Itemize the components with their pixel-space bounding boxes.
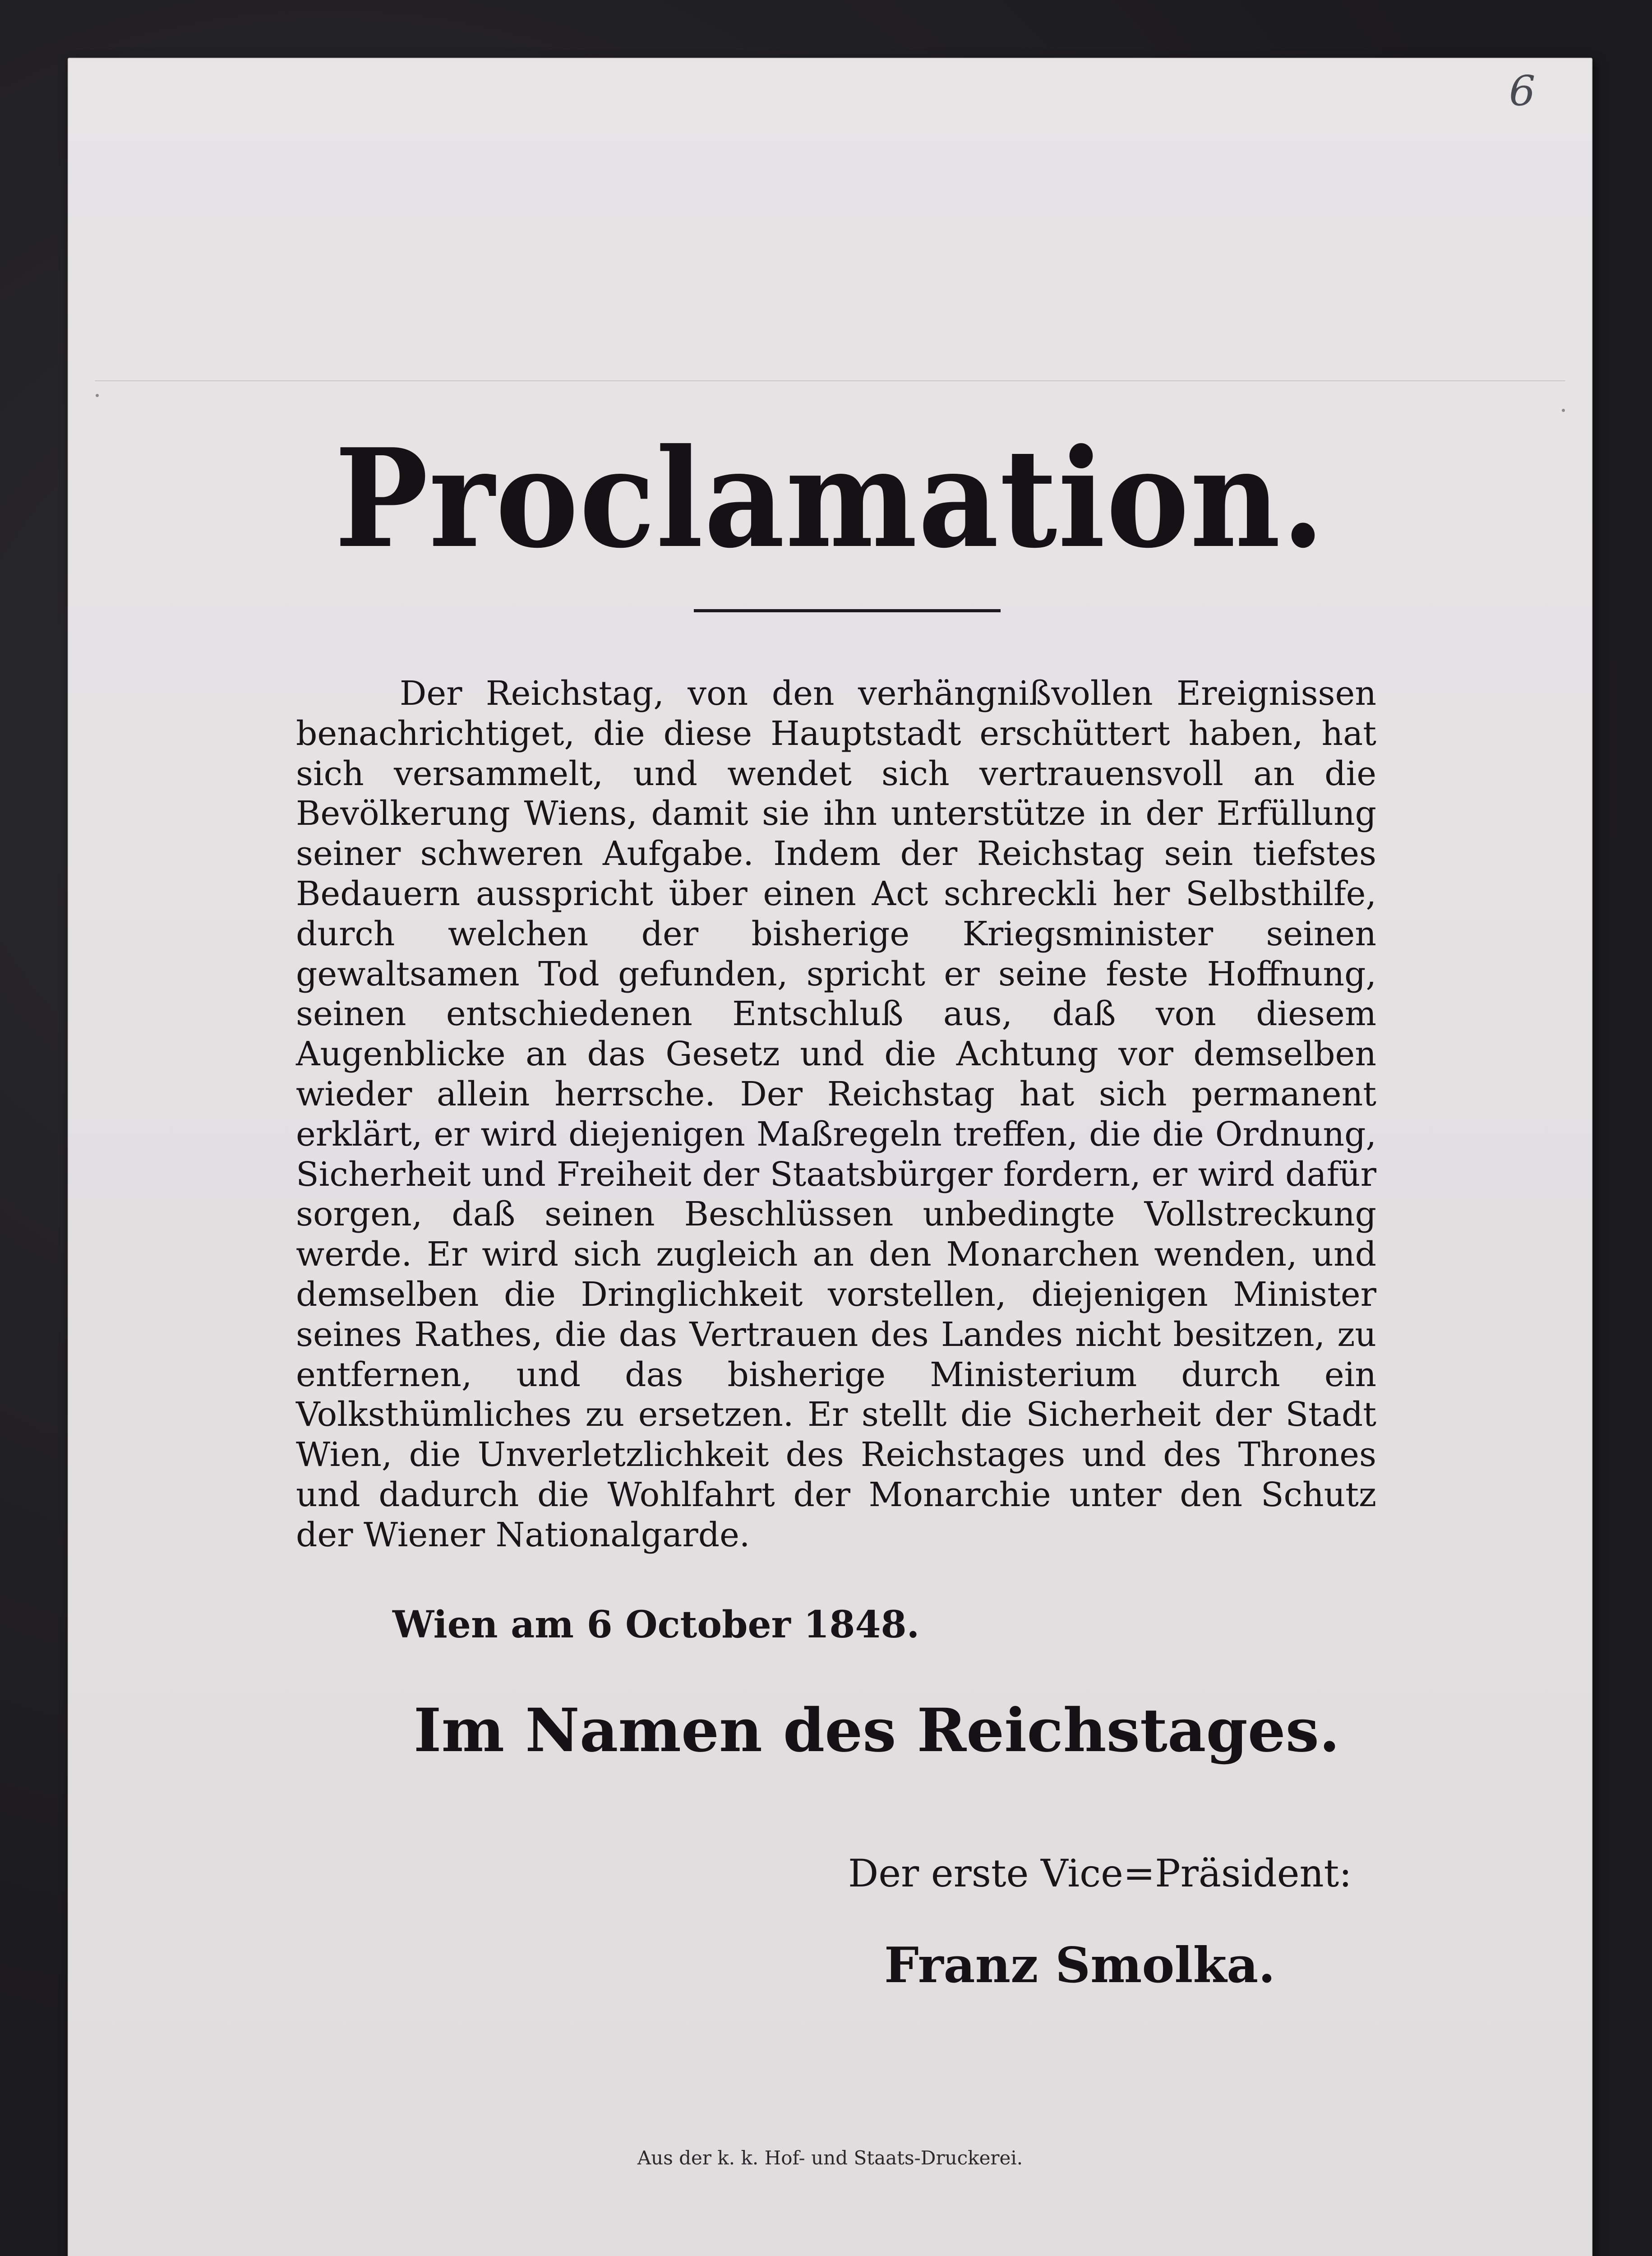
title-divider xyxy=(694,609,1001,612)
paper-fold-line xyxy=(95,380,1565,381)
on-behalf-of-line: Im Namen des Reichstages. xyxy=(413,1696,1340,1766)
archive-folio-number: 6 xyxy=(1509,67,1536,115)
proclamation-sheet xyxy=(68,58,1592,2256)
pin-hole-right xyxy=(1562,409,1565,412)
pin-hole-left xyxy=(96,394,99,397)
signatory-name: Franz Smolka. xyxy=(884,1937,1275,1994)
date-line: Wien am 6 October 1848. xyxy=(392,1603,920,1646)
proclamation-title: Proclamation. xyxy=(334,419,1326,578)
signatory-title: Der erste Vice=Präsident: xyxy=(848,1851,1352,1895)
proclamation-body-text: Der Reichstag, von den verhängnißvollen Ereignissen benachrichtiget, die diese Hauptstadt erschüttert haben, hat sich versammelt, und wendet sich vertrauensvoll an die Bevölkerung Wiens, damit sie ihn unterstütze in der Erfüllung seiner schweren Aufgabe. Indem der Reichstag sein tiefstes Bedauern ausspricht über einen Act schreckli her Selbsthilfe, durch welchen der bisherige Kriegsminister seinen gewaltsamen Tod gefunden, spricht er seine feste Hoffnung, seinen entschiedenen Entschluß aus, daß von diesem Augenblicke an das Gesetz und die Achtung vor demselben wieder allein herrsche. Der Reichstag hat sich permanent erklärt, er wird diejenigen Maßregeln treffen, die die Ordnung, Sicherheit und Freiheit der Staatsbürger fordern, er wird dafür sorgen, daß seinen Beschlüssen unbedingte Vollstreckung werde. Er wird sich zugleich an den Monarchen wenden, und demselben die Dringlichkeit vorstellen, diejenigen Minister seines Rathes, die das Vertrauen des Landes nicht besitzen, zu entfernen, und das bisherige Ministerium durch ein Volksthümliches zu ersetzen. Er stellt die Sicherheit der Stadt Wien, die Unverletzlichkeit des Reichstages und des Thrones und dadurch die Wohlfahrt der Monarchie unter den Schutz der Wiener Nationalgarde. xyxy=(296,674,1376,1554)
printer-imprint: Aus der k. k. Hof- und Staats-Druckerei. xyxy=(637,2147,1023,2169)
proclamation-body xyxy=(296,674,1376,1555)
